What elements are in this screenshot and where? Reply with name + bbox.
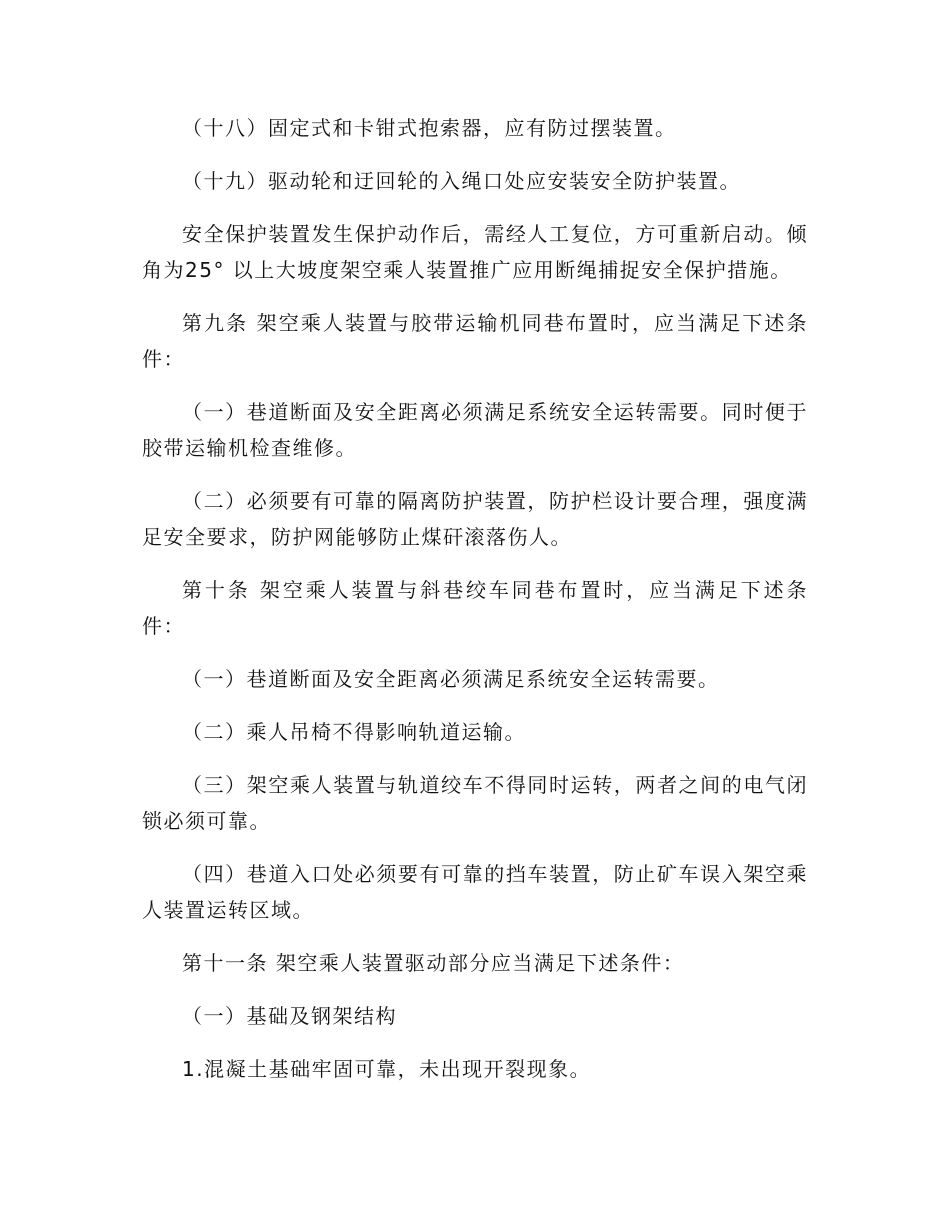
paragraph-article-9: 第九条 架空乘人装置与胶带运输机同巷布置时，应当满足下述条件： <box>142 311 808 371</box>
paragraph-reset-note: 安全保护装置发生保护动作后，需经人工复位，方可重新启动。倾角为25° 以上大坡度架空乘人装置推广应用断绳捕捉安全保护措施。 <box>142 222 808 282</box>
paragraph-article-11: 第十一条 架空乘人装置驱动部分应当满足下述条件： <box>182 951 685 975</box>
paragraph-article-10-item-3: （三）架空乘人装置与轨道绞车不得同时运转，两者之间的电气闭锁必须可靠。 <box>142 773 808 833</box>
paragraph-article-11-item-1: （一）基础及钢架结构 <box>182 1004 397 1028</box>
paragraph-article-10-item-2: （二）乘人吊椅不得影响轨道运输。 <box>182 720 526 744</box>
document-page <box>142 110 808 1104</box>
paragraph-article-11-point-1: 1.混凝土基础牢固可靠，未出现开裂现象。 <box>182 1057 592 1081</box>
paragraph-clause-19: （十九）驱动轮和迂回轮的入绳口处应安装安全防护装置。 <box>182 169 741 193</box>
paragraph-article-9-item-1: （一）巷道断面及安全距离必须满足系统安全运转需要。同时便于胶带运输机检查维修。 <box>142 400 808 460</box>
paragraph-article-10: 第十条 架空乘人装置与斜巷绞车同巷布置时，应当满足下述条件： <box>142 578 808 638</box>
paragraph-clause-18: （十八）固定式和卡钳式抱索器，应有防过摆装置。 <box>182 116 677 140</box>
paragraph-article-10-item-4: （四）巷道入口处必须要有可靠的挡车装置，防止矿车误入架空乘人装置运转区域。 <box>142 862 808 922</box>
paragraph-article-9-item-2: （二）必须要有可靠的隔离防护装置，防护栏设计要合理，强度满足安全要求，防护网能够防止煤矸滚落伤人。 <box>142 489 808 549</box>
paragraph-article-10-item-1: （一）巷道断面及安全距离必须满足系统安全运转需要。 <box>182 667 720 691</box>
